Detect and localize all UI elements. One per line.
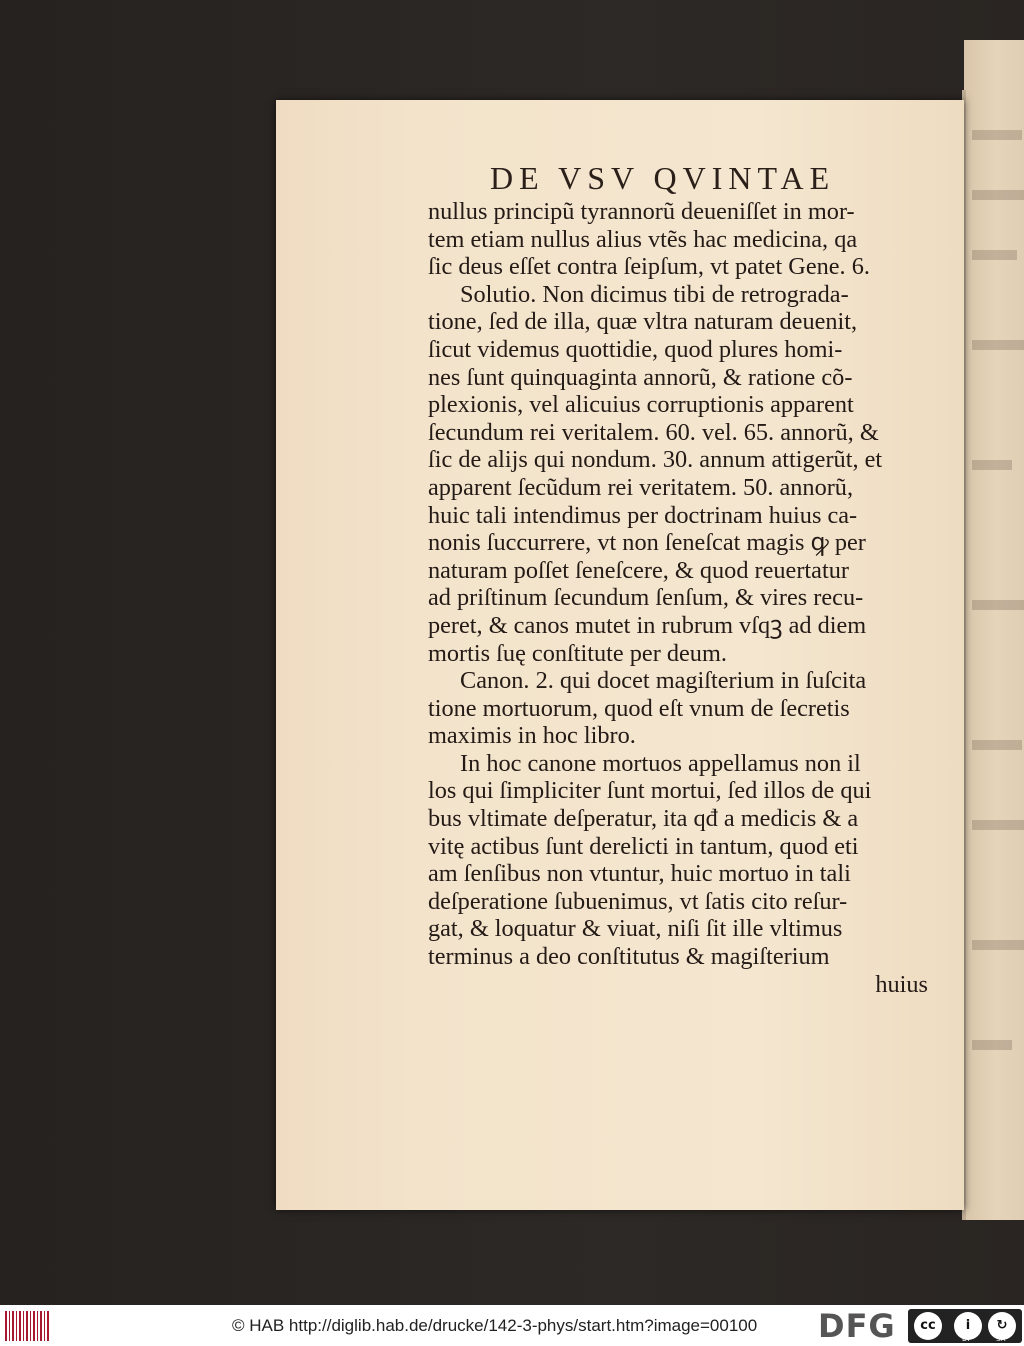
text-line: maximis in hoc libro. xyxy=(428,722,636,750)
text-line: nullus principũ tyrannorũ deueniſſet in mor- xyxy=(428,198,855,225)
text-line: Solutio. Non dicimus tibi de retrograda- xyxy=(460,280,849,308)
by-label: BY xyxy=(962,1335,971,1343)
catchword: huius xyxy=(875,970,928,998)
text-line: deſperatione ſubuenimus, vt ſatis cito reſur- xyxy=(428,887,848,915)
text-line: mortis ſuę conſtitute per deum. xyxy=(428,639,727,667)
citation-link[interactable]: © HAB http://diglib.hab.de/drucke/142-3-phys/start.htm?image=00100 xyxy=(232,1316,758,1335)
text-line: terminus a deo conſtitutus & magiſterium xyxy=(428,943,830,971)
text-line: ſic de alijs qui nondum. 30. annum attigerũt, et xyxy=(428,446,883,474)
attribution-icon: i xyxy=(954,1312,982,1340)
text-line: apparent ſecũdum rei veritatem. 50. annorũ, xyxy=(428,473,854,501)
text-line: tione, ſed de illa, quæ vltra naturam deuenit, xyxy=(428,308,858,336)
text-line: naturam poſſet ſeneſcere, & quod reuertatur xyxy=(428,556,849,584)
sa-label: SA xyxy=(996,1335,1006,1343)
text-line: los qui ſimpliciter ſunt mortui, ſed illos de qui xyxy=(428,777,872,805)
text-line: am ſenſibus non vtuntur, huic mortuo in tali xyxy=(428,860,851,888)
share-alike-icon: ↻ xyxy=(988,1312,1016,1340)
text-line: vitę actibus ſunt derelicti in tantum, quod eti xyxy=(428,832,859,860)
text-line: bus vltimate deſperatur, ita qđ a medicis & a xyxy=(428,805,859,833)
text-line: huic tali intendimus per doctrinam huius ca- xyxy=(428,501,858,529)
text-line: nes ſunt quinquaginta annorũ, & ratione cõ- xyxy=(428,363,853,391)
text-line: In hoc canone mortuos appellamus non il xyxy=(460,749,861,777)
text-line: ſicut videmus quottidie, quod plures homi- xyxy=(428,335,843,363)
text-line: gat, & loquatur & viuat, niſi ſit ille vltimus xyxy=(428,915,843,943)
cc-icon: cc xyxy=(914,1312,942,1340)
text-line: ſecundum rei veritalem. 60. vel. 65. annorũ, & xyxy=(428,418,879,446)
adjacent-page-edge xyxy=(964,40,1024,1220)
text-line: Canon. 2. qui docet magiſterium in ſuſcita xyxy=(460,667,867,695)
running-head: DE VSV QVINTAE xyxy=(490,160,836,196)
text-line: ſic deus eſſet contra ſeipſum, vt patet Gene. 6. xyxy=(428,253,870,281)
dfg-logo[interactable]: DFG xyxy=(818,1307,896,1345)
cc-license-badge[interactable] xyxy=(908,1309,1022,1343)
hab-barcode-logo[interactable] xyxy=(5,1311,49,1341)
text-line: nonis ſuccurrere, vt non ſeneſcat magis ꝙ per xyxy=(428,529,866,557)
text-line: tione mortuorum, quod eſt vnum de ſecretis xyxy=(428,694,850,722)
text-line: plexionis, vel alicuius corruptionis apparent xyxy=(428,391,854,419)
page-body-text xyxy=(428,198,928,998)
viewer-footer xyxy=(0,1305,1024,1346)
text-line: peret, & canos mutet in rubrum vſqꝫ ad diem xyxy=(428,611,867,639)
text-line: ad priſtinum ſecundum ſenſum, & vires recu- xyxy=(428,584,864,612)
text-line: tem etiam nullus alius vtẽs hac medicina, qa xyxy=(428,225,858,253)
